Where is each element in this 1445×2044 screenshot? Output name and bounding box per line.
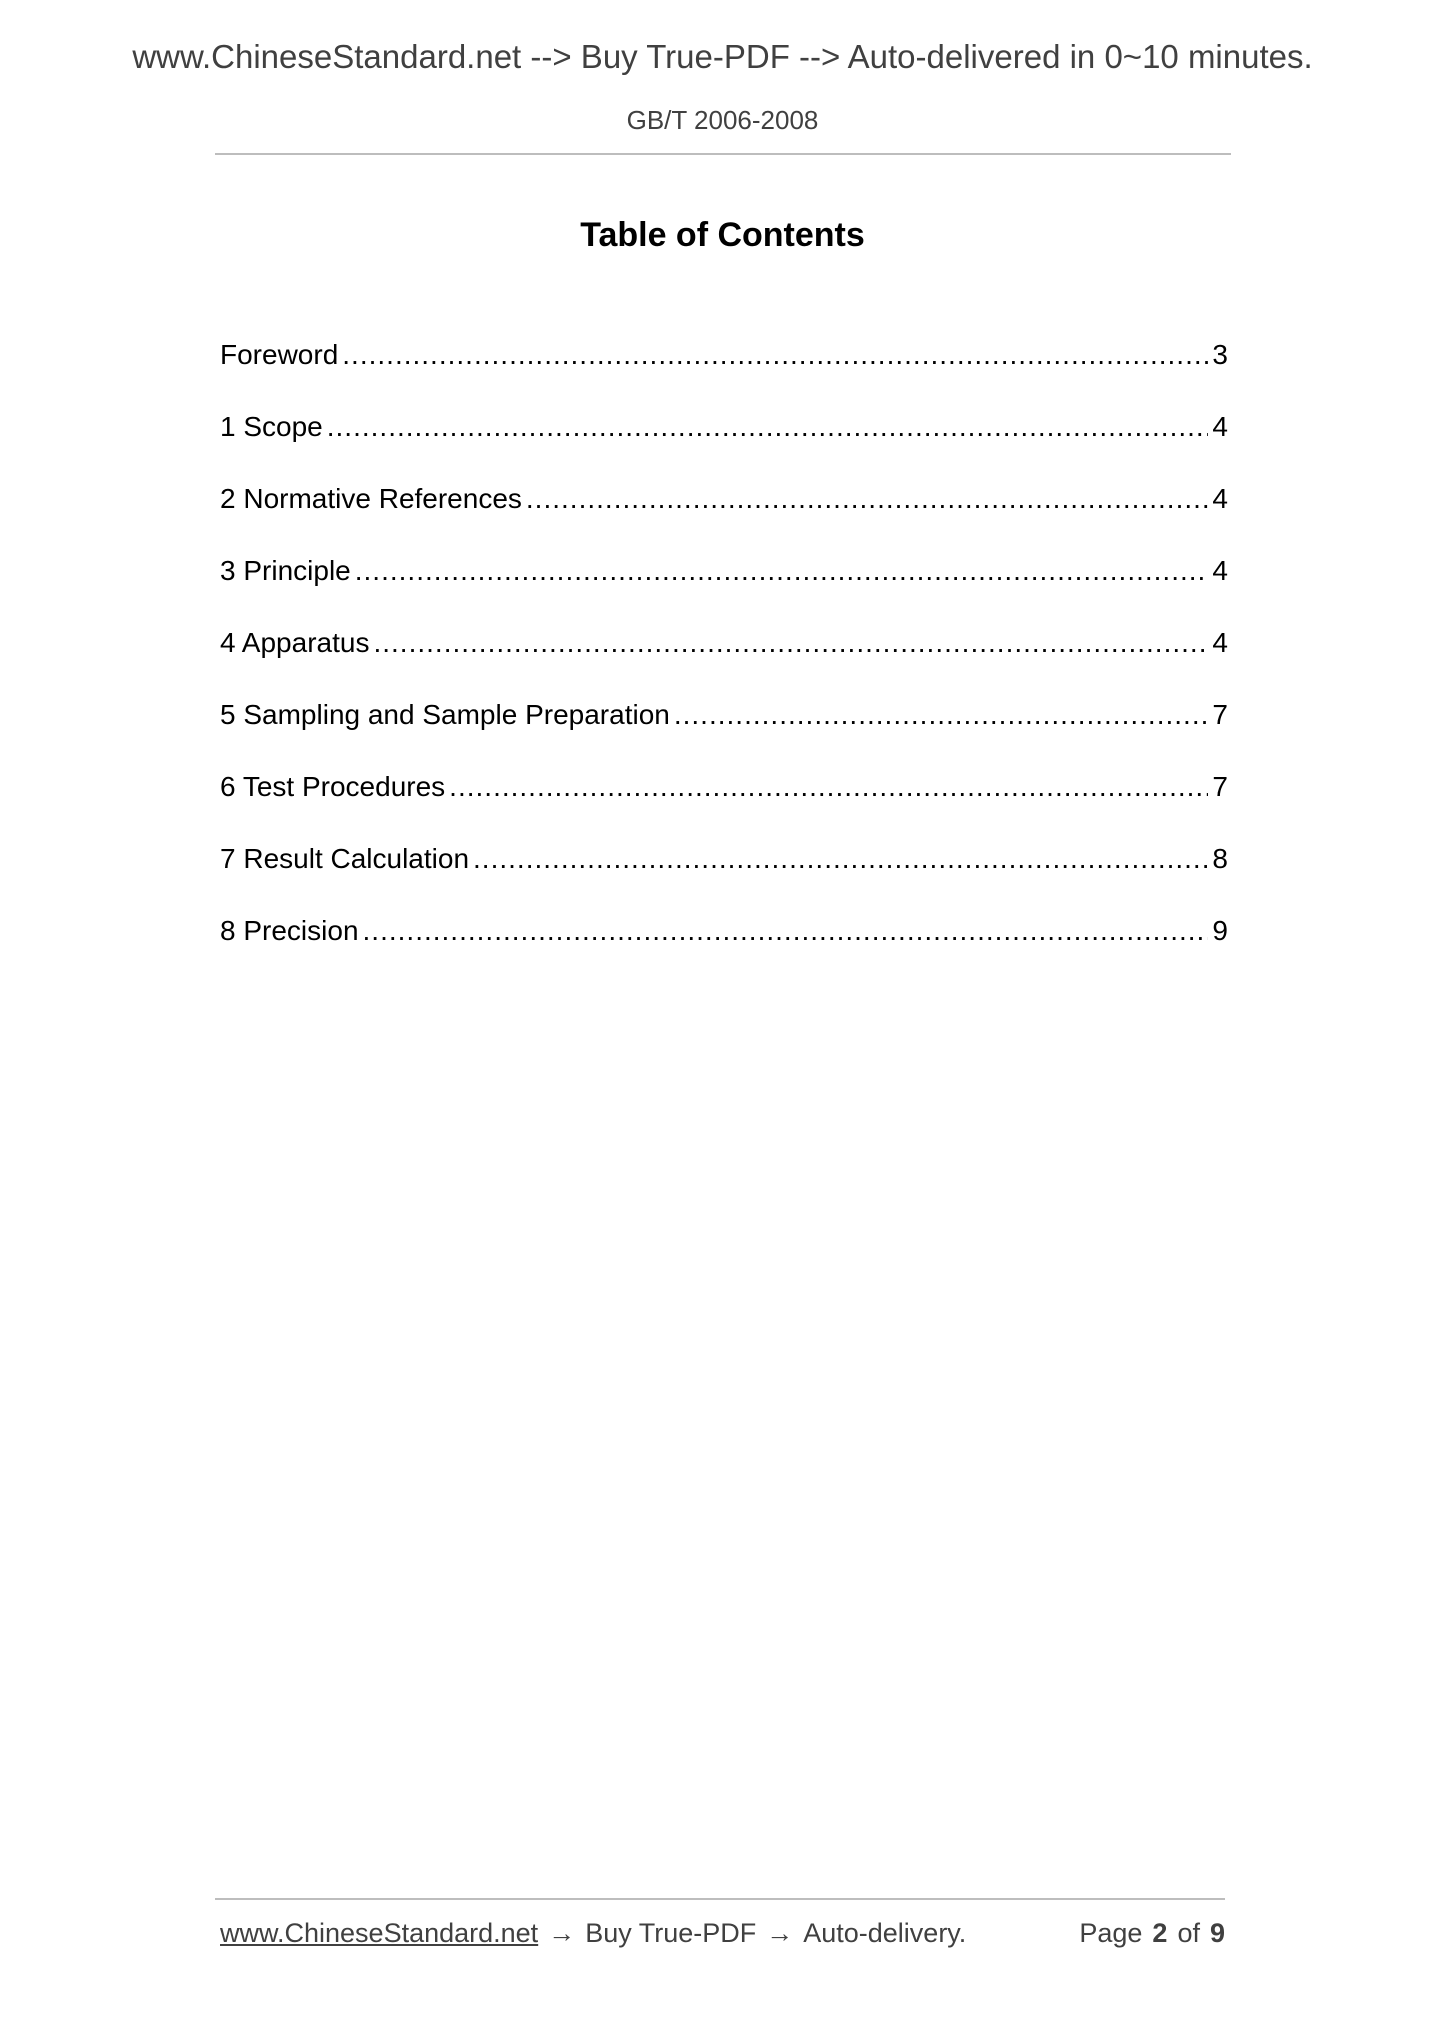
footer-delivery-text: Auto-delivery.	[803, 1918, 967, 1948]
page-number	[1079, 1918, 1225, 1949]
toc-entry-label: 6 Test Procedures	[220, 771, 446, 802]
toc-entry-test-procedures[interactable]	[220, 765, 1228, 837]
toc-dot-leader	[449, 765, 1208, 809]
toc-entry-label: Foreword	[220, 339, 339, 370]
toc-entry-page: 7	[1212, 771, 1228, 802]
toc-dot-leader	[363, 909, 1208, 953]
toc-entry-principle[interactable]	[220, 549, 1228, 621]
toc-dot-leader	[327, 405, 1208, 449]
toc-entry-page: 4	[1212, 411, 1228, 442]
toc-dot-leader	[473, 837, 1208, 881]
toc-entry-label: 3 Principle	[220, 555, 351, 586]
toc-entry-label: 4 Apparatus	[220, 627, 370, 658]
toc-entry-page: 8	[1212, 843, 1228, 874]
arrow-right-icon: →	[766, 1918, 794, 1948]
total-pages-number: 9	[1209, 1918, 1225, 1948]
toc-list	[220, 333, 1228, 981]
toc-entry-scope[interactable]	[220, 405, 1228, 477]
toc-entry-precision[interactable]	[220, 909, 1228, 981]
toc-entry-label: 1 Scope	[220, 411, 323, 442]
toc-entry-label: 2 Normative References	[220, 483, 522, 514]
toc-entry-label: 5 Sampling and Sample Preparation	[220, 699, 670, 730]
toc-dot-leader	[526, 477, 1208, 521]
arrow-right-icon: →	[548, 1918, 576, 1948]
toc-entry-result-calculation[interactable]	[220, 837, 1228, 909]
footer-buy-text: Buy True-PDF	[585, 1918, 757, 1948]
toc-entry-normative-references[interactable]	[220, 477, 1228, 549]
toc-entry-page: 4	[1212, 627, 1228, 658]
toc-entry-label: 7 Result Calculation	[220, 843, 470, 874]
toc-dot-leader	[674, 693, 1208, 737]
toc-entry-page: 9	[1212, 915, 1228, 946]
current-page-number: 2	[1152, 1918, 1168, 1948]
toc-entry-foreword[interactable]	[220, 333, 1228, 405]
toc-dot-leader	[342, 333, 1208, 377]
toc-entry-page: 4	[1212, 483, 1228, 514]
page-word: Page	[1079, 1918, 1143, 1948]
footer-divider	[215, 1898, 1225, 1900]
toc-entry-apparatus[interactable]	[220, 621, 1228, 693]
toc-dot-leader	[373, 621, 1208, 665]
of-word: of	[1177, 1918, 1200, 1948]
toc-dot-leader	[355, 549, 1208, 593]
site-link[interactable]: www.ChineseStandard.net	[220, 1918, 539, 1948]
header-banner: www.ChineseStandard.net --> Buy True-PDF --> Auto-delivered in 0~10 minutes.	[132, 38, 1313, 75]
toc-entry-page: 7	[1212, 699, 1228, 730]
toc-title: Table of Contents	[580, 216, 865, 254]
toc-entry-page: 3	[1212, 339, 1228, 370]
toc-entry-sampling[interactable]	[220, 693, 1228, 765]
toc-entry-page: 4	[1212, 555, 1228, 586]
toc-entry-label: 8 Precision	[220, 915, 359, 946]
header-divider	[215, 153, 1231, 155]
document-code: GB/T 2006-2008	[626, 105, 819, 135]
footer-promo	[220, 1918, 966, 1949]
